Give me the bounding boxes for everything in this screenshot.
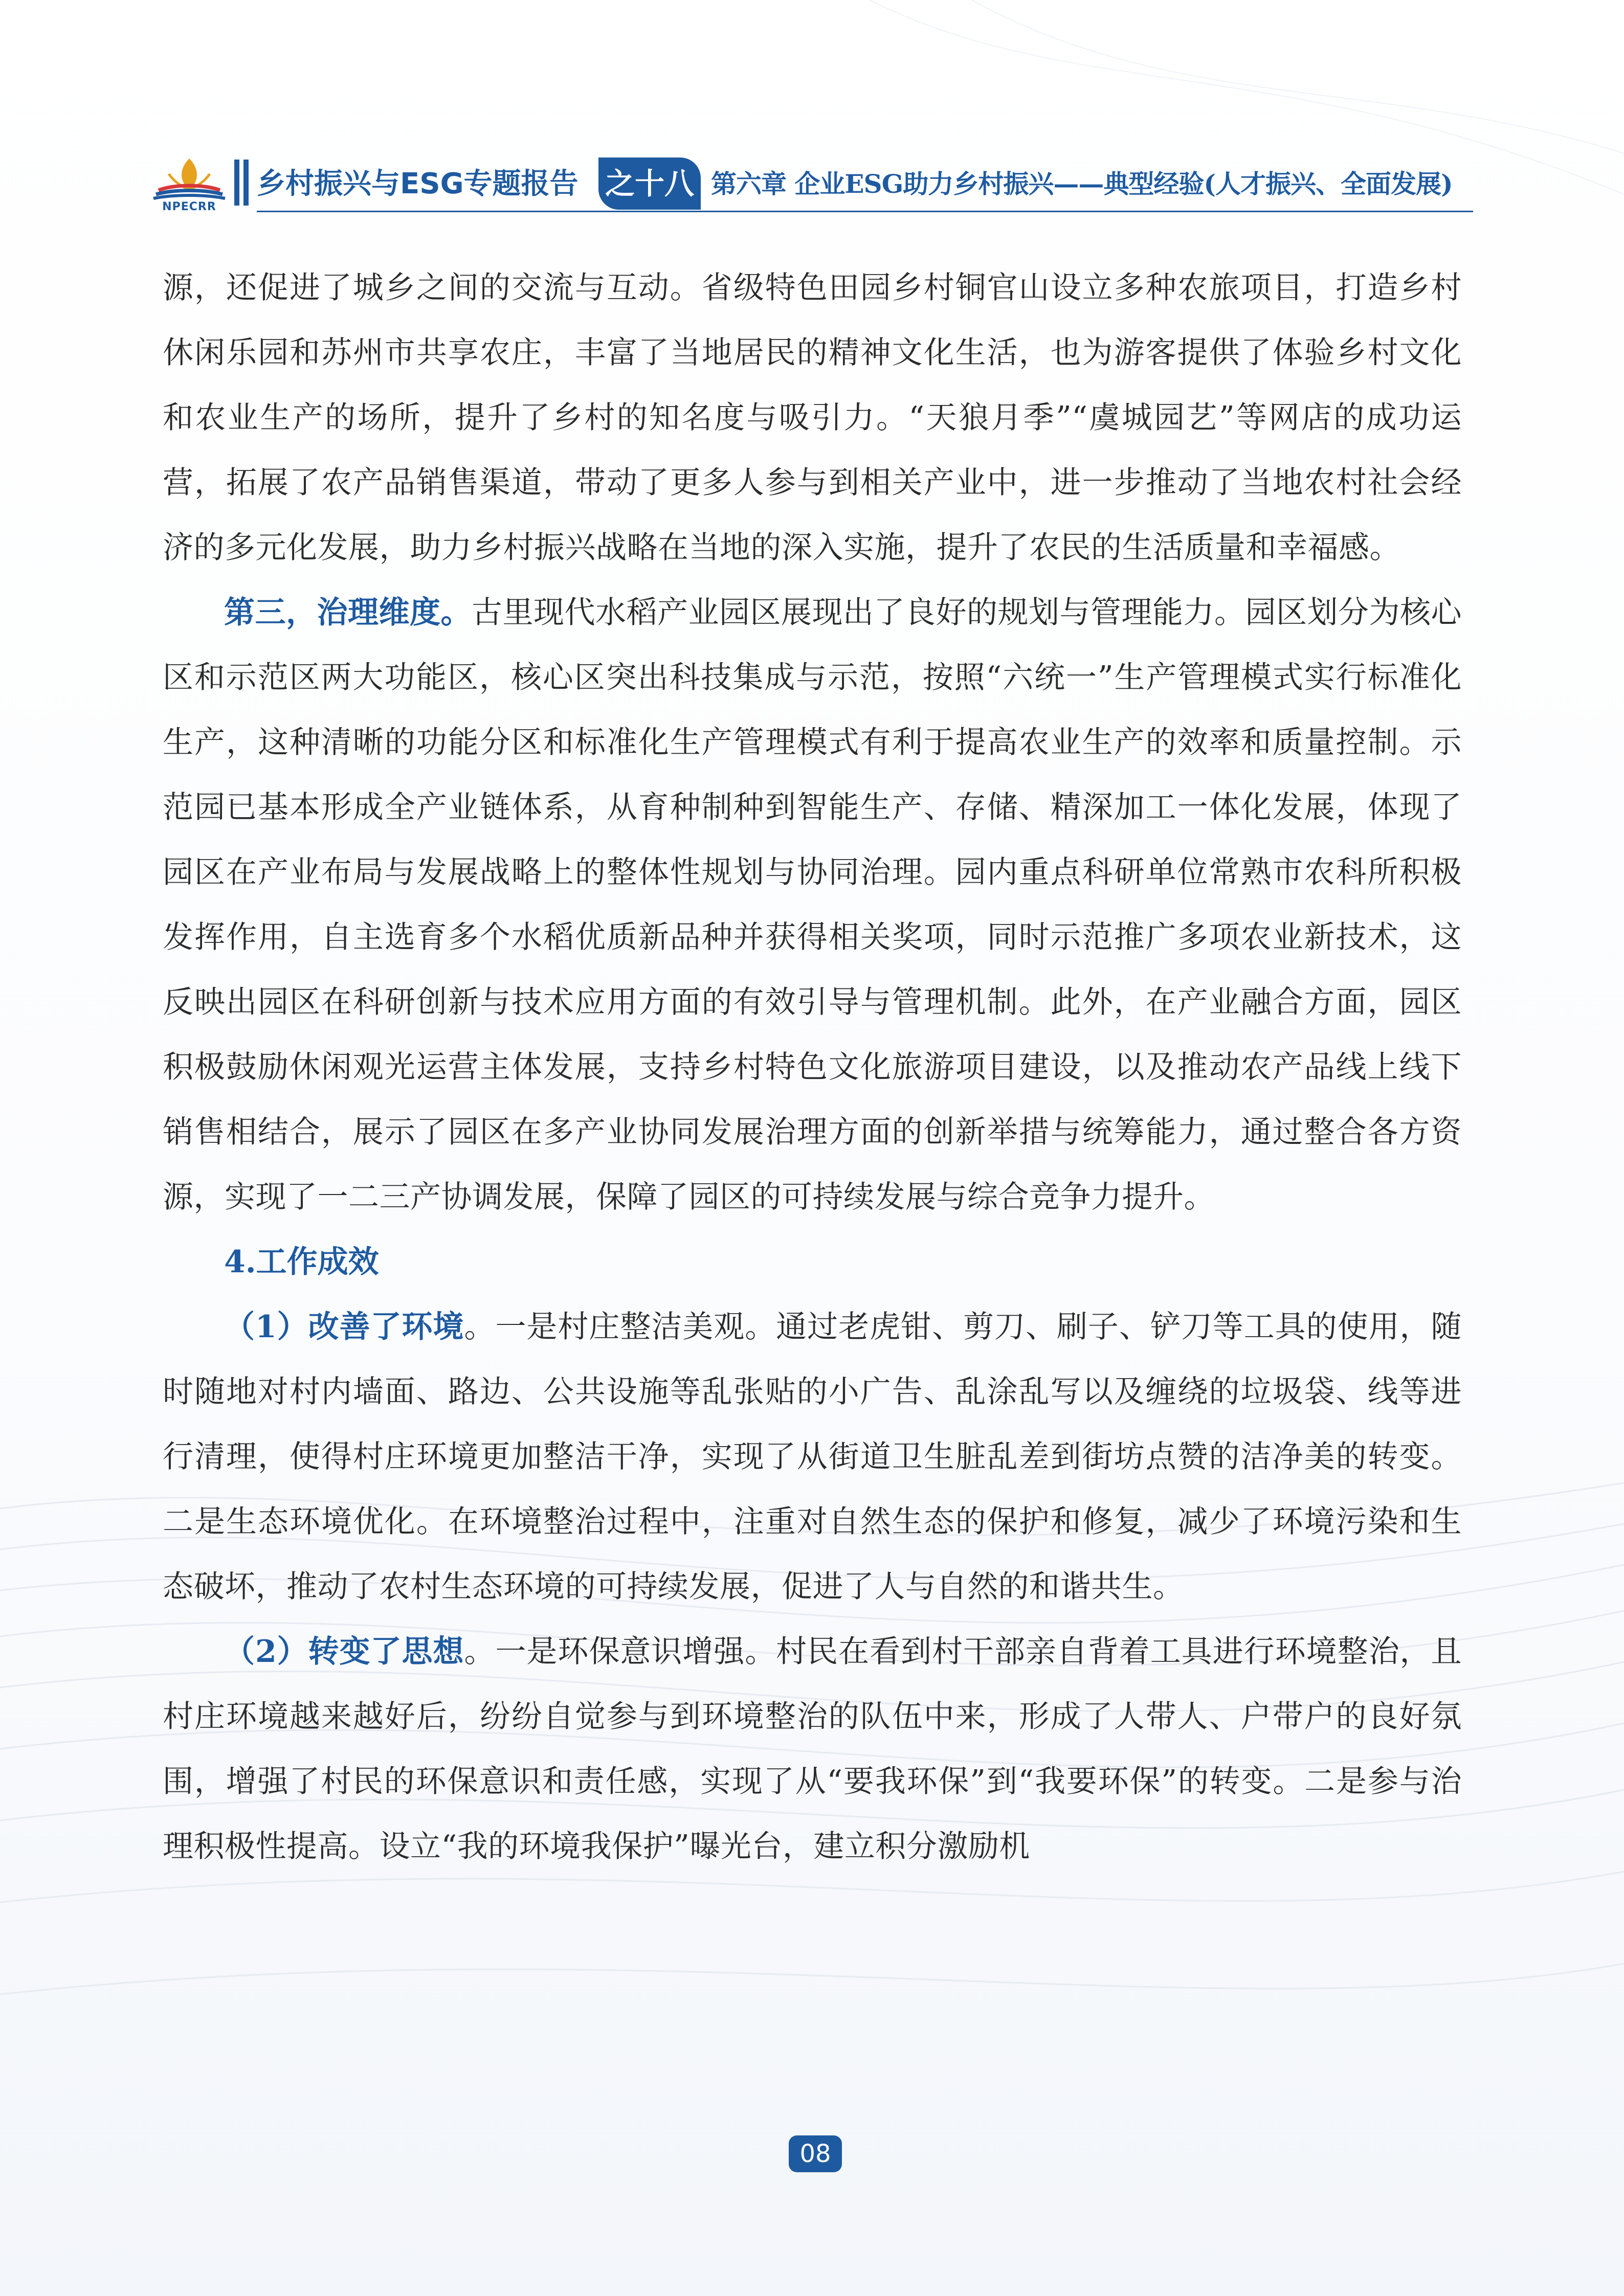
paragraph-mindset: [163, 1619, 1462, 1879]
paragraph-text: 。一是村庄整洁美观。通过老虎钳、剪刀、刷子、铲刀等工具的使用，随时随地对村内墙面、路边、公共设施等乱张贴的小广告、乱涂乱写以及缠绕的垃圾袋、线等进行清理，使得村庄环境更加整洁干净，实现了从街道卫生脏乱差到街坊点赞的洁净美的转变。二是生态环境优化。在环境整治过程中，注重对自然生态的保护和修复，减少了环境污染和生态破坏，推动了农村生态环境的可持续发展，促进了人与自然的和谐共生。: [163, 1309, 1462, 1605]
paragraph-governance: [163, 580, 1462, 1230]
issue-badge: 之十八: [598, 157, 701, 210]
logo-emblem-icon: [148, 153, 230, 205]
header-bar-decoration: [234, 160, 239, 206]
chapter-title: 第六章 企业ESG助力乡村振兴——典型经验(人才振兴、全面发展): [711, 169, 1453, 199]
paragraph-continued: 源，还促进了城乡之间的交流与互动。省级特色田园乡村铜官山设立多种农旅项目，打造乡村休闲乐园和苏州市共享农庄，丰富了当地居民的精神文化生活，也为游客提供了体验乡村文化和农业生产的场所，提升了乡村的知名度与吸引力。“天狼月季”“虞城园艺”等网店的成功运营，拓展了农产品销售渠道，带动了更多人参与到相关产业中，进一步推动了当地农村社会经济的多元化发展，助力乡村振兴战略在当地的深入实施，提升了农民的生活质量和幸福感。: [163, 270, 1462, 566]
report-title: 乡村振兴与ESG专题报告: [257, 167, 579, 200]
paragraph-text: 古里现代水稻产业园区展现出了良好的规划与管理能力。园区划分为核心区和示范区两大功能区，核心区突出科技集成与示范，按照“六统一”生产管理模式实行标准化生产，这种清晰的功能分区和标准化生产管理模式有利于提高农业生产的效率和质量控制。示范园已基本形成全产业链体系，从育种制种到智能生产、存储、精深加工一体化发展，体现了园区在产业布局与发展战略上的整体性规划与协同治理。园内重点科研单位常熟市农科所积极发挥作用，自主选育多个水稻优质新品种并获得相关奖项，同时示范推广多项农业新技术，这反映出园区在科研创新与技术应用方面的有效引导与管理机制。此外，在产业融合方面，园区积极鼓励休闲观光运营主体发展，支持乡村特色文化旅游项目建设，以及推动农产品线上线下销售相结合，展示了园区在多产业协同发展治理方面的创新举措与统筹能力，通过整合各方资源，实现了一二三产协调发展，保障了园区的可持续发展与综合竞争力提升。: [163, 595, 1462, 1215]
section-heading: 4.工作成效: [224, 1244, 379, 1280]
page-header: [148, 153, 1473, 217]
header-bar-decoration: [243, 160, 249, 206]
header-divider: [257, 211, 1473, 212]
paragraph-lead: （1）改善了环境: [224, 1309, 464, 1345]
paragraph-lead: 第三，治理维度。: [224, 595, 472, 631]
page-number: 08: [789, 2135, 842, 2172]
paragraph-environment: [163, 1295, 1462, 1619]
paragraph-text: 。一是环保意识增强。村民在看到村干部亲自背着工具进行环境整治，且村庄环境越来越好后，纷纷自觉参与到环境整治的队伍中来，形成了人带人、户带户的良好氛围，增强了村民的环保意识和责任感，实现了从“要我环保”到“我要环保”的转变。二是参与治理积极性提高。设立“我的环境我保护”曝光台，建立积分激励机: [163, 1634, 1462, 1864]
paragraph-lead: （2）转变了思想: [224, 1634, 464, 1670]
logo-text: NPECRR: [162, 200, 216, 213]
npecrr-logo: [148, 153, 230, 217]
article-body: [163, 256, 1462, 1879]
